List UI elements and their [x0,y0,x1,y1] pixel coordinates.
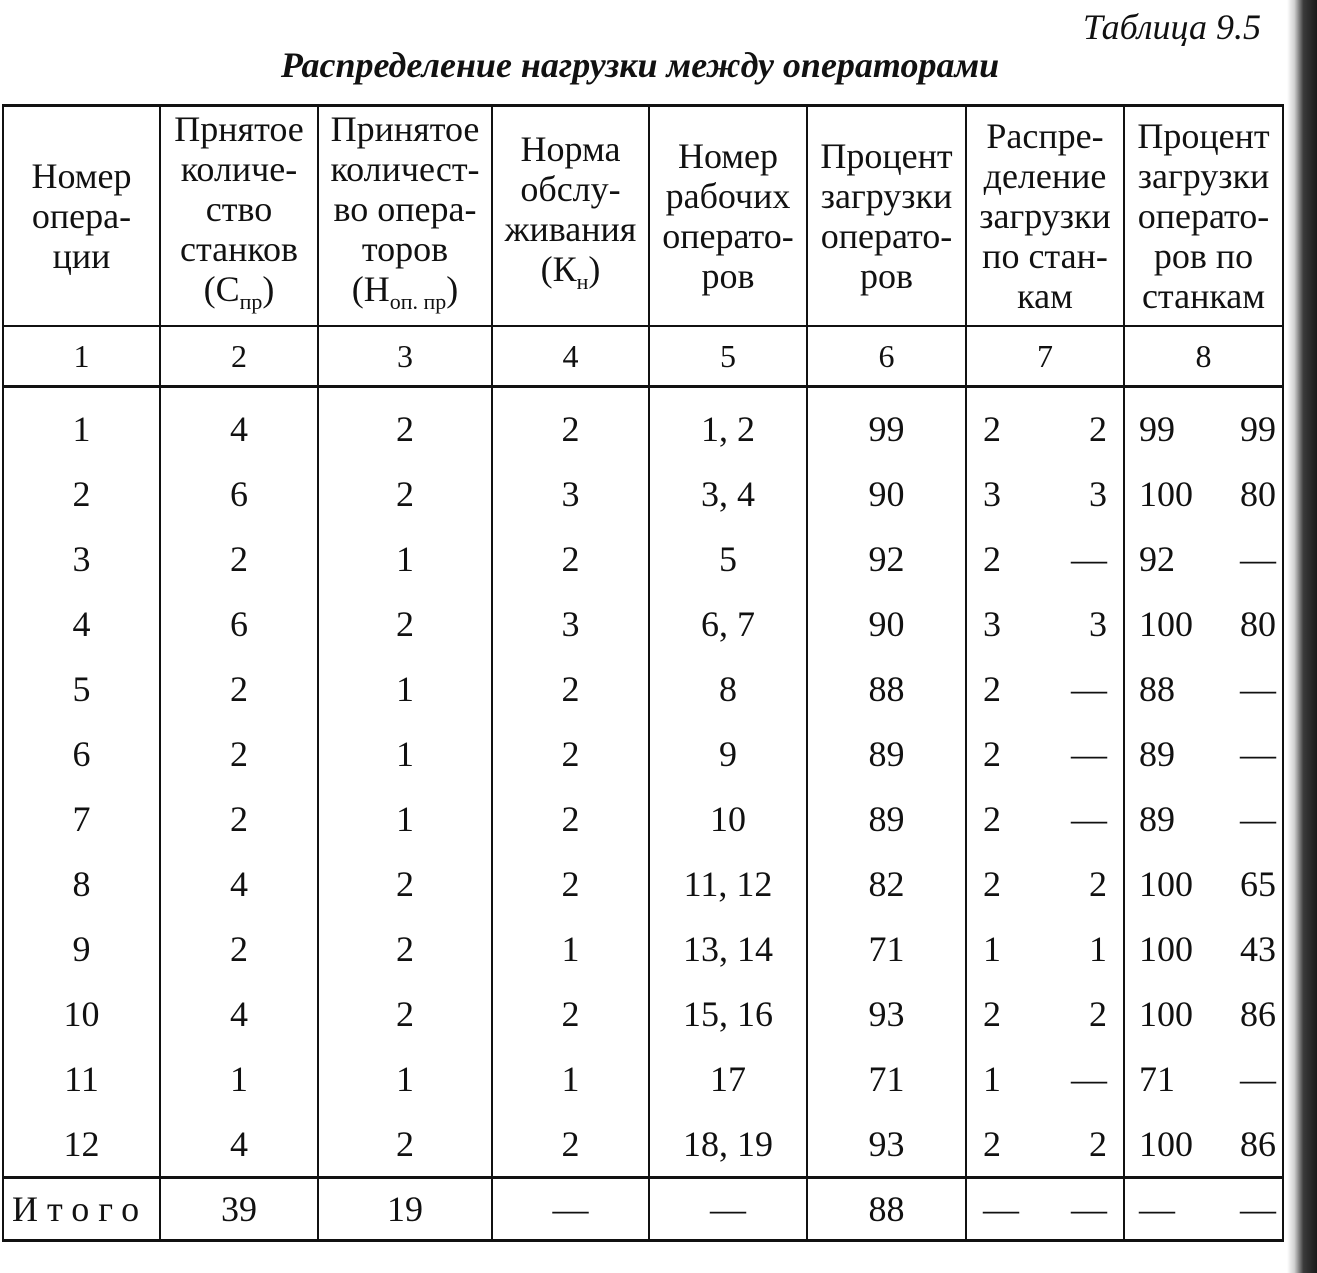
cell-load-distribution [966,786,1124,851]
cell-service-norm: 2 [492,981,649,1046]
totals-norm: — [492,1178,649,1241]
header-row [3,106,1283,327]
cell-value: 2 [983,798,1001,839]
cell-load-distribution [966,721,1124,786]
cell-operation-number: 2 [3,461,160,526]
column-number: 7 [966,326,1124,387]
cell-value: 2 [983,863,1001,904]
cell-operators-count: 1 [318,656,492,721]
table-row [3,916,1283,981]
cell-service-norm: 1 [492,1046,649,1111]
cell-service-norm: 1 [492,916,649,981]
cell-value: 2 [983,408,1001,449]
cell-load-percent: 71 [807,1046,966,1111]
table-row [3,851,1283,916]
cell-value: 2 [1089,993,1107,1034]
cell-load-distribution [966,1111,1124,1178]
cell-load-percent: 99 [807,387,966,462]
column-number-row [3,326,1283,387]
header-machines-count: Прнятое количе- ство станков $(С_{пр})$ [160,106,318,327]
cell-value: 80 [1240,473,1276,514]
cell-operation-number: 10 [3,981,160,1046]
cell-value: 2 [983,668,1001,709]
cell-value: 89 [1139,798,1175,839]
cell-service-norm: 2 [492,1111,649,1178]
totals-distribution: — — [966,1178,1124,1241]
cell-value: 3 [1089,473,1107,514]
cell-worker-numbers: 13, 14 [649,916,807,981]
cell-machines-count: 6 [160,591,318,656]
cell-operators-count: 1 [318,1046,492,1111]
header-load-distribution: Распре- деление загрузки по стан- кам [966,106,1124,327]
cell-value: — [1240,538,1276,579]
cell-operators-count: 1 [318,786,492,851]
column-number: 3 [318,326,492,387]
header-service-norm: Норма обслу- живания $(К_н)$ [492,106,649,327]
table-row [3,387,1283,462]
cell-load-percent: 89 [807,786,966,851]
cell-service-norm: 2 [492,387,649,462]
cell-load-distribution [966,656,1124,721]
header-worker-numbers: Номер рабочих операто- ров [649,106,807,327]
cell-load-distribution [966,591,1124,656]
cell-value: 100 [1139,473,1193,514]
cell-service-norm: 2 [492,721,649,786]
cell-load-distribution [966,387,1124,462]
cell-value: — [1240,798,1276,839]
cell-load-percent-by-machine [1124,656,1283,721]
cell-value: 86 [1240,1123,1276,1164]
totals-percent-by-machine: — — [1124,1178,1283,1241]
table-number-label: Таблица 9.5 [1082,7,1261,47]
table-row [3,461,1283,526]
cell-value: 99 [1139,408,1175,449]
cell-operation-number: 4 [3,591,160,656]
table-row [3,721,1283,786]
cell-machines-count: 2 [160,721,318,786]
cell-value: 2 [983,1123,1001,1164]
column-number: 4 [492,326,649,387]
cell-worker-numbers: 5 [649,526,807,591]
table-row [3,1111,1283,1178]
cell-load-percent: 93 [807,1111,966,1178]
cell-load-distribution [966,461,1124,526]
cell-service-norm: 3 [492,461,649,526]
cell-operation-number: 5 [3,656,160,721]
cell-load-percent-by-machine [1124,591,1283,656]
column-number: 1 [3,326,160,387]
cell-load-percent: 90 [807,461,966,526]
table-row [3,656,1283,721]
column-number: 8 [1124,326,1283,387]
cell-operation-number: 3 [3,526,160,591]
cell-load-distribution [966,981,1124,1046]
totals-operators: 19 [318,1178,492,1241]
cell-load-percent: 88 [807,656,966,721]
cell-operators-count: 2 [318,461,492,526]
column-number: 6 [807,326,966,387]
cell-value: 2 [983,733,1001,774]
cell-service-norm: 3 [492,591,649,656]
cell-value: — [1071,668,1107,709]
cell-machines-count: 2 [160,786,318,851]
cell-value: 80 [1240,603,1276,644]
cell-value: 1 [983,928,1001,969]
table-title: Распределение нагрузки между операторами [280,45,1000,85]
cell-load-distribution [966,526,1124,591]
cell-load-percent-by-machine [1124,851,1283,916]
cell-service-norm: 2 [492,656,649,721]
cell-machines-count: 4 [160,387,318,462]
cell-operation-number: 11 [3,1046,160,1111]
cell-value: 71 [1139,1058,1175,1099]
cell-value: 1 [1089,928,1107,969]
totals-load-percent: 88 [807,1178,966,1241]
table-row [3,1046,1283,1111]
cell-load-percent-by-machine [1124,981,1283,1046]
cell-value: 99 [1240,408,1276,449]
totals-machines: 39 [160,1178,318,1241]
cell-load-percent-by-machine [1124,786,1283,851]
column-number: 2 [160,326,318,387]
cell-service-norm: 2 [492,851,649,916]
cell-load-percent: 82 [807,851,966,916]
cell-value: — [1240,1058,1276,1099]
cell-value: 2 [983,538,1001,579]
cell-worker-numbers: 17 [649,1046,807,1111]
cell-operation-number: 12 [3,1111,160,1178]
cell-value: — [1240,668,1276,709]
table-row [3,981,1283,1046]
cell-operators-count: 1 [318,721,492,786]
cell-operation-number: 9 [3,916,160,981]
cell-load-percent: 93 [807,981,966,1046]
cell-value: 3 [983,603,1001,644]
load-distribution-table [2,104,1284,1242]
cell-load-distribution [966,851,1124,916]
cell-load-percent-by-machine [1124,461,1283,526]
cell-value: 86 [1240,993,1276,1034]
header-load-percent-by-machine: Процент загрузки операто- ров по станкам [1124,106,1283,327]
cell-value: 100 [1139,993,1193,1034]
cell-machines-count: 2 [160,656,318,721]
cell-service-norm: 2 [492,786,649,851]
cell-value: 3 [983,473,1001,514]
cell-worker-numbers: 11, 12 [649,851,807,916]
cell-worker-numbers: 18, 19 [649,1111,807,1178]
cell-load-distribution [966,1046,1124,1111]
cell-load-percent: 89 [807,721,966,786]
header-operators-count: Принятое количест- во опера- торов $(Н_{оп. пр})$ [318,106,492,327]
cell-operators-count: 2 [318,916,492,981]
cell-value: 88 [1139,668,1175,709]
cell-value: 2 [983,993,1001,1034]
table-row [3,526,1283,591]
cell-worker-numbers: 1, 2 [649,387,807,462]
cell-machines-count: 4 [160,1111,318,1178]
cell-worker-numbers: 10 [649,786,807,851]
cell-load-percent-by-machine [1124,387,1283,462]
cell-operators-count: 2 [318,591,492,656]
cell-value: — [1071,538,1107,579]
cell-value: 2 [1089,1123,1107,1164]
cell-service-norm: 2 [492,526,649,591]
cell-value: 92 [1139,538,1175,579]
cell-value: 100 [1139,863,1193,904]
cell-machines-count: 4 [160,851,318,916]
cell-operation-number: 8 [3,851,160,916]
cell-worker-numbers: 9 [649,721,807,786]
cell-operation-number: 1 [3,387,160,462]
cell-value: — [1071,733,1107,774]
cell-value: — [1071,798,1107,839]
cell-value: 100 [1139,928,1193,969]
cell-value: 89 [1139,733,1175,774]
cell-worker-numbers: 15, 16 [649,981,807,1046]
cell-value: 100 [1139,1123,1193,1164]
cell-value: 2 [1089,408,1107,449]
cell-operators-count: 1 [318,526,492,591]
cell-value: 65 [1240,863,1276,904]
cell-value: 100 [1139,603,1193,644]
table-row [3,591,1283,656]
cell-load-distribution [966,916,1124,981]
cell-machines-count: 1 [160,1046,318,1111]
cell-worker-numbers: 3, 4 [649,461,807,526]
cell-machines-count: 2 [160,916,318,981]
totals-row [3,1178,1283,1241]
cell-load-percent-by-machine [1124,1046,1283,1111]
cell-value: 1 [983,1058,1001,1099]
cell-load-percent-by-machine [1124,1111,1283,1178]
cell-operators-count: 2 [318,851,492,916]
cell-operation-number: 6 [3,721,160,786]
totals-label: Итого [3,1178,160,1241]
cell-machines-count: 4 [160,981,318,1046]
cell-worker-numbers: 8 [649,656,807,721]
cell-value: — [1071,1058,1107,1099]
cell-load-percent-by-machine [1124,916,1283,981]
column-number: 5 [649,326,807,387]
cell-machines-count: 6 [160,461,318,526]
cell-load-percent: 71 [807,916,966,981]
cell-operators-count: 2 [318,387,492,462]
cell-load-percent-by-machine [1124,526,1283,591]
cell-load-percent-by-machine [1124,721,1283,786]
header-operator-load-percent: Процент загрузки операто- ров [807,106,966,327]
cell-load-percent: 92 [807,526,966,591]
cell-value: — [1240,733,1276,774]
cell-operation-number: 7 [3,786,160,851]
cell-value: 2 [1089,863,1107,904]
cell-machines-count: 2 [160,526,318,591]
table-row [3,786,1283,851]
cell-worker-numbers: 6, 7 [649,591,807,656]
cell-operators-count: 2 [318,1111,492,1178]
cell-value: 43 [1240,928,1276,969]
cell-value: 3 [1089,603,1107,644]
cell-operators-count: 2 [318,981,492,1046]
totals-worker-ids: — [649,1178,807,1241]
header-operation-number: Номер опера- ции [3,106,160,327]
scan-edge-shadow [1287,0,1317,1273]
cell-load-percent: 90 [807,591,966,656]
